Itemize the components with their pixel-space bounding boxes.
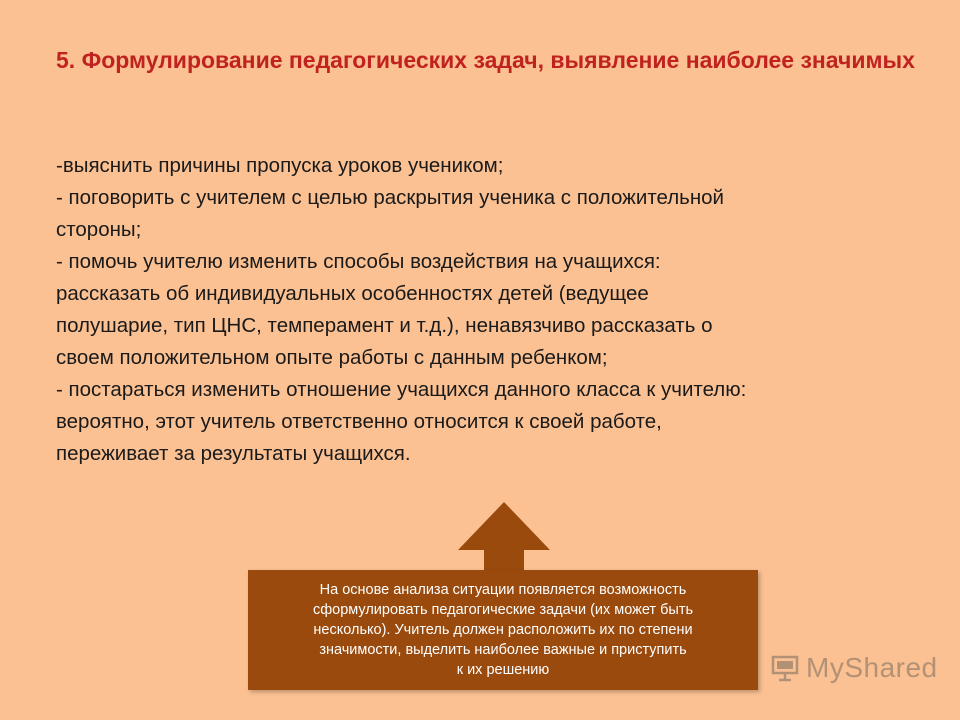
body-line: рассказать об индивидуальных особенностях детей (ведущее (56, 282, 649, 305)
callout-line: сформулировать педагогические задачи (их может быть (312, 602, 694, 618)
body-line: - постараться изменить отношение учащихся данного класса к учителю: (56, 378, 747, 401)
presentation-board-icon (770, 653, 800, 683)
body-line: переживает за результаты учащихся. (56, 442, 411, 465)
slide-title: 5. Формулирование педагогических задач, выявление наиболее значимых (56, 47, 915, 73)
callout-text (313, 580, 693, 680)
callout-line: На основе анализа ситуации появляется возможность (319, 582, 687, 598)
body-line: -выяснить причины пропуска уроков учеником; (56, 154, 504, 177)
body-line: - помочь учителю изменить способы воздействия на учащихся: (56, 250, 661, 273)
body-line: - поговорить с учителем с целью раскрытия ученика с положительной (56, 186, 725, 209)
watermark-logo (770, 652, 938, 684)
slide-body (56, 150, 936, 470)
body-line: своем положительном опыте работы с данным ребенком; (56, 346, 608, 369)
callout-line: значимости, выделить наиболее важные и приступить (319, 642, 687, 658)
up-arrow-icon (456, 500, 552, 572)
body-line: вероятно, этот учитель ответственно относится к своей работе, (56, 410, 662, 433)
body-line: стороны; (56, 218, 142, 241)
watermark-text: MyShared (806, 652, 938, 683)
body-line: полушарие, тип ЦНС, темперамент и т.д.), ненавязчиво рассказать о (56, 314, 713, 337)
callout-line: к их решению (456, 662, 550, 678)
callout-box (248, 570, 758, 690)
callout-line: несколько). Учитель должен расположить их по степени (313, 622, 693, 638)
